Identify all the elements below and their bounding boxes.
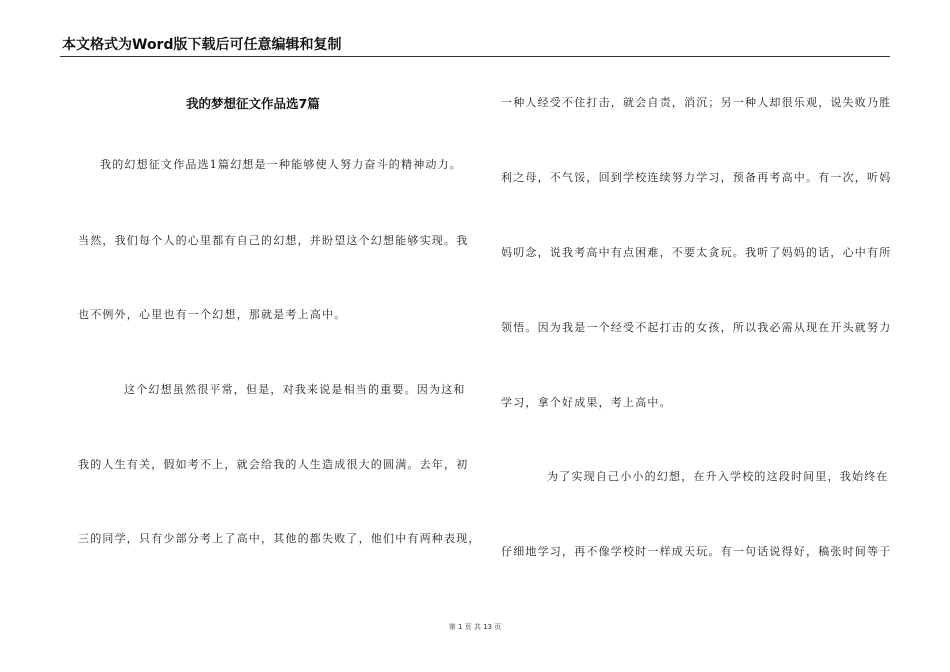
paragraph-line: 这个幻想虽然很平常，但是，对我来说是相当的重要。因为这和 [124,383,466,396]
paragraph-line: 妈叨念，说我考高中有点困难，不要太贪玩。我听了妈妈的话，心中有所 [501,246,892,259]
download-banner: 本文格式为Word版下载后可任意编辑和复制 [62,37,342,53]
paragraph-line: 学习，拿个好成果，考上高中。 [501,396,672,409]
paragraph-line: 也不例外，心里也有一个幻想，那就是考上高中。 [78,308,347,321]
paragraph-line: 利之母，不气馁，回到学校连续努力学习，预备再考高中。有一次，听妈 [501,171,892,184]
paragraph-line: 我的人生有关，假如考不上，就会给我的人生造成很大的圆满。去年，初 [78,458,469,471]
paragraph-line: 领悟。因为我是一个经受不起打击的女孩，所以我必需从现在开头就努力 [501,321,892,334]
paragraph-line: 三的同学，只有少部分考上了高中，其他的都失败了，他们中有两种表现， [78,532,481,545]
page-number: 第 1 页 共 13 页 [448,623,502,631]
paragraph-line: 一种人经受不住打击，就会自责，消沉；另一种人却很乐观，说失败乃胜 [501,96,892,109]
paragraph-line: 为了实现自己小小的幻想，在升入学校的这段时间里，我始终在 [547,470,889,483]
paragraph-line: 我的幻想征文作品选1篇幻想是一种能够使人努力奋斗的精神动力。 [100,158,462,171]
header-divider [60,56,890,57]
paragraph-line: 当然，我们每个人的心里都有自己的幻想，并盼望这个幻想能够实现。我 [78,234,469,247]
paragraph-line: 仔细地学习，再不像学校时一样成天玩。有一句话说得好，稿张时间等于 [501,545,892,558]
document-title: 我的梦想征文作品选7篇 [186,96,320,111]
